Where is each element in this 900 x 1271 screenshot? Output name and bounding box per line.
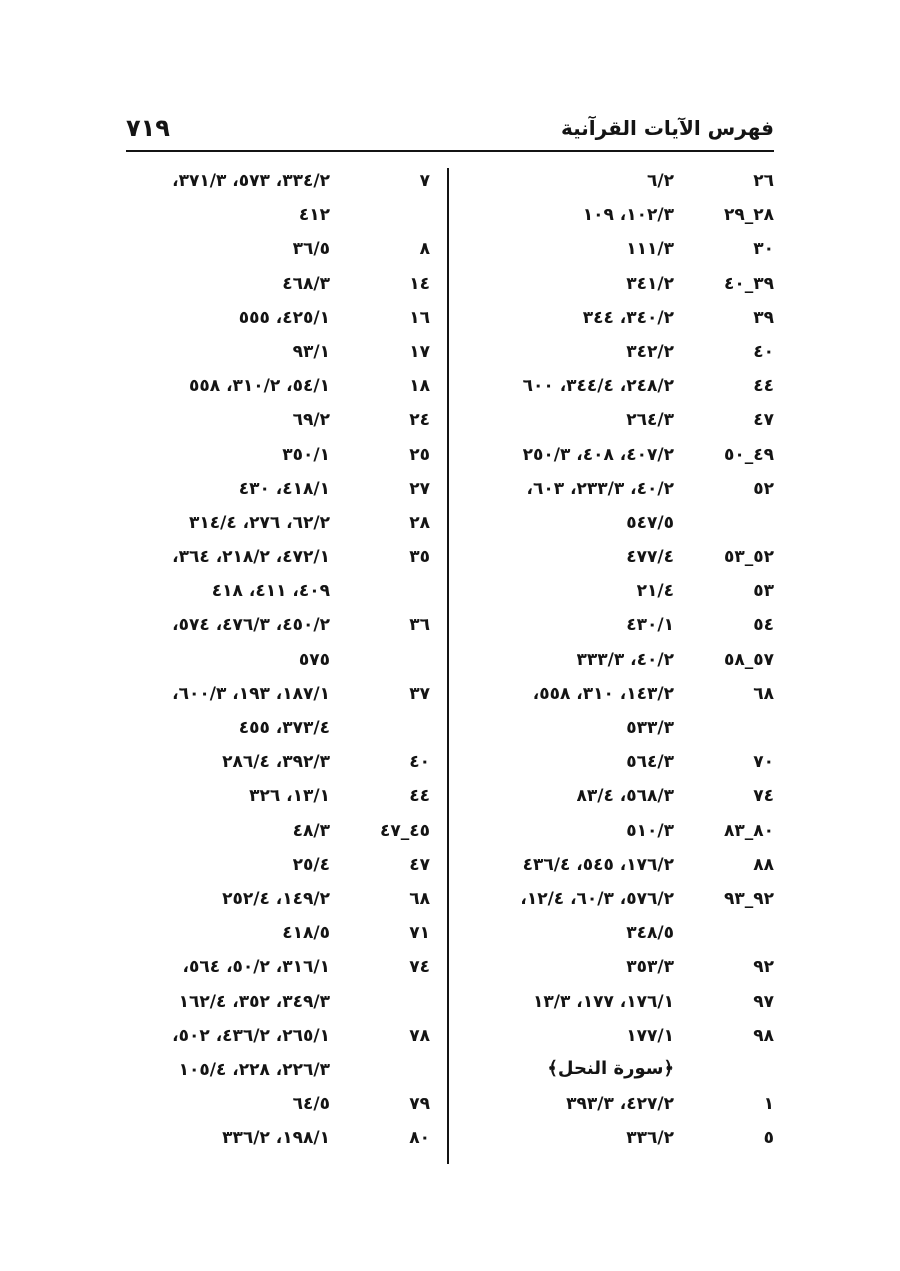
page-references: ٣٩٢/٣، ٢٨٦/٤ xyxy=(222,752,330,773)
page-references: ٥٦٨/٣، ٨٣/٤ xyxy=(576,786,674,807)
verse-number: ٤٠ xyxy=(753,341,774,362)
page-references: ٣٥٣/٣ xyxy=(626,957,674,978)
page-references: ٣٦/٥ xyxy=(292,239,330,260)
index-row xyxy=(126,476,430,510)
index-row xyxy=(126,681,430,715)
index-row xyxy=(470,783,774,817)
verse-number: ٧٠ xyxy=(753,752,774,773)
page-references: ٣٧٣/٤، ٤٥٥ xyxy=(238,718,330,738)
index-row xyxy=(470,920,774,954)
page-references: ١٧٦/١، ١٧٧، ١٣/٣ xyxy=(533,991,674,1012)
index-row xyxy=(470,578,774,612)
page-references: ١٣/١، ٣٢٦ xyxy=(249,786,330,807)
page-references: ٦/٢ xyxy=(647,171,674,191)
page-references: ٥٤٧/٥ xyxy=(626,512,674,533)
verse-number: ٣٧ xyxy=(409,683,430,704)
verse-number: ٤٧ xyxy=(753,410,774,431)
index-row xyxy=(126,852,430,886)
verse-number: ٤٤ xyxy=(409,786,430,807)
index-row xyxy=(126,818,430,852)
index-row xyxy=(126,749,430,783)
verse-number: ٨٨ xyxy=(753,854,774,875)
page-references: ٤٠/٢، ٣٣٣/٣ xyxy=(576,649,674,670)
verse-number: ٩٢ xyxy=(753,957,774,978)
index-row xyxy=(126,1057,430,1091)
verse-number: ٧ xyxy=(419,171,430,191)
page-references: ٣٥٠/١ xyxy=(282,444,330,465)
index-row xyxy=(126,544,430,578)
index-row xyxy=(470,202,774,236)
verse-number: ٥٣ xyxy=(753,581,774,602)
verse-number: ٨٠ xyxy=(409,1128,430,1149)
verse-number: ٨٠_٨٣ xyxy=(723,820,774,841)
page-references: ٥٦٤/٣ xyxy=(626,752,674,773)
page-references: ٤٥٠/٢، ٤٧٦/٣، ٥٧٤، xyxy=(172,615,330,636)
index-row xyxy=(126,168,430,202)
page-references: ٦٢/٢، ٢٧٦، ٣١٤/٤ xyxy=(189,512,330,533)
verse-number: ٣٦ xyxy=(409,615,430,636)
page-references: ٥٧٦/٢، ٦٠/٣، ١٢/٤، xyxy=(520,888,674,909)
verse-number: ٥ xyxy=(763,1128,774,1149)
page-references: ١٤٩/٢، ٢٥٢/٤ xyxy=(222,888,330,909)
verse-number: ٤٤ xyxy=(753,376,774,397)
page-references: ٤٦٨/٣ xyxy=(282,273,330,294)
page-references: ٣٣٤/٢، ٥٧٣، ٣٧١/٣، xyxy=(172,171,330,191)
page-number: ٧١٩ xyxy=(126,114,170,142)
index-row xyxy=(126,578,430,612)
page-references: ٦٤/٥ xyxy=(292,1094,330,1115)
verse-number: ٦٨ xyxy=(753,683,774,704)
index-row xyxy=(470,989,774,1023)
column-divider xyxy=(447,168,449,1164)
index-row xyxy=(470,886,774,920)
verse-number: ٤٩_٥٠ xyxy=(723,444,774,465)
verse-number: ٥٢ xyxy=(753,478,774,499)
index-row xyxy=(470,373,774,407)
page-references: ٤٠٧/٢، ٤٠٨، ٢٥٠/٣ xyxy=(522,444,674,465)
index-row xyxy=(470,168,774,202)
surah-heading-row xyxy=(470,1057,774,1091)
page-references: ٢٦٤/٣ xyxy=(626,410,674,431)
page-references: ٣٤٨/٥ xyxy=(626,923,674,944)
index-row xyxy=(126,236,430,270)
page-references: ٩٣/١ xyxy=(292,341,330,362)
index-row xyxy=(126,1091,430,1125)
header-rule xyxy=(126,150,774,152)
index-row xyxy=(470,1091,774,1125)
page-references: ٤٠٩، ٤١١، ٤١٨ xyxy=(211,581,330,602)
index-row xyxy=(126,1023,430,1057)
index-row xyxy=(126,783,430,817)
verse-number: ٧٤ xyxy=(753,786,774,807)
index-row xyxy=(126,647,430,681)
page-references: ٢٤٨/٢، ٣٤٤/٤، ٦٠٠ xyxy=(522,376,674,397)
index-row xyxy=(126,407,430,441)
page-references: ١١١/٣ xyxy=(626,239,674,260)
index-row xyxy=(126,920,430,954)
verse-number: ٩٨ xyxy=(753,1025,774,1046)
page-references: ١٤٣/٢، ٣١٠، ٥٥٨، xyxy=(532,683,674,704)
page-references: ٤٧٧/٤ xyxy=(626,547,674,568)
verse-number: ٤٠ xyxy=(409,752,430,773)
page-references: ٣٤١/٢ xyxy=(626,273,674,294)
index-row xyxy=(470,749,774,783)
verse-number: ٢٧ xyxy=(409,478,430,499)
verse-number: ٧٤ xyxy=(409,957,430,978)
index-row xyxy=(126,1125,430,1159)
verse-number: ٥٢_٥٣ xyxy=(723,547,774,568)
index-row xyxy=(126,510,430,544)
index-row xyxy=(126,886,430,920)
verse-number: ٤٧ xyxy=(409,854,430,875)
page-references: ١٩٨/١، ٣٣٦/٢ xyxy=(222,1128,330,1149)
index-row xyxy=(126,305,430,339)
page-references: ٤٢٥/١، ٥٥٥ xyxy=(238,307,330,328)
verse-number: ٣٩_٤٠ xyxy=(723,273,774,294)
verse-number: ١٨ xyxy=(409,376,430,397)
surah-heading: ﴿سورة النحل﴾ xyxy=(547,1057,674,1079)
index-row xyxy=(470,510,774,544)
page-references: ٤٧٢/١، ٢١٨/٢، ٣٦٤، xyxy=(172,547,330,568)
verse-number: ٢٨ xyxy=(409,512,430,533)
index-row xyxy=(126,373,430,407)
index-row xyxy=(126,989,430,1023)
page-title: فهرس الآيات القرآنية xyxy=(561,116,774,140)
page-references: ٣٤٢/٢ xyxy=(626,341,674,362)
page-references: ٤١٨/١، ٤٣٠ xyxy=(238,478,330,499)
index-column-right xyxy=(470,168,774,1159)
verse-number: ٩٢_٩٣ xyxy=(723,888,774,909)
index-row xyxy=(126,271,430,305)
page-references: ٣١٦/١، ٥٠/٢، ٥٦٤، xyxy=(182,957,330,978)
index-row xyxy=(126,612,430,646)
index-row xyxy=(126,715,430,749)
verse-number: ٩٧ xyxy=(753,991,774,1012)
page-references: ٤٣٠/١ xyxy=(626,615,674,636)
page-references: ١٧٧/١ xyxy=(626,1025,674,1046)
index-row xyxy=(470,305,774,339)
page-references: ٥٣٣/٣ xyxy=(626,718,674,738)
page-references: ٣٤٩/٣، ٣٥٢، ١٦٢/٤ xyxy=(178,991,330,1012)
page-references: ٢١/٤ xyxy=(636,581,674,602)
index-row xyxy=(470,715,774,749)
page-references: ٣٣٦/٢ xyxy=(626,1128,674,1149)
verse-number: ٤٥_٤٧ xyxy=(379,820,430,841)
verse-number: ٣٠ xyxy=(753,239,774,260)
verse-number: ٦٨ xyxy=(409,888,430,909)
verse-number: ٣٥ xyxy=(409,547,430,568)
index-row xyxy=(470,407,774,441)
page-references: ٢٦٥/١، ٤٣٦/٢، ٥٠٢، xyxy=(172,1025,330,1046)
page-references: ٢٢٦/٣، ٢٢٨، ١٠٥/٤ xyxy=(178,1059,330,1080)
verse-number: ٢٦ xyxy=(753,171,774,191)
index-row xyxy=(126,954,430,988)
page-references: ١٧٦/٢، ٥٤٥، ٤٣٦/٤ xyxy=(522,854,674,875)
verse-number: ٣٩ xyxy=(753,307,774,328)
verse-number: ٥٤ xyxy=(753,615,774,636)
page-references: ٢٥/٤ xyxy=(292,854,330,875)
page-references: ٤٨/٣ xyxy=(292,820,330,841)
index-row xyxy=(470,954,774,988)
index-row xyxy=(126,442,430,476)
page-references: ٤٠/٢، ٢٣٣/٣، ٦٠٣، xyxy=(526,478,674,499)
verse-number: ٢٤ xyxy=(409,410,430,431)
page-references: ٣٤٠/٢، ٣٤٤ xyxy=(582,307,674,328)
index-row xyxy=(470,544,774,578)
index-row xyxy=(470,1023,774,1057)
verse-number: ١٤ xyxy=(409,273,430,294)
index-row xyxy=(470,1125,774,1159)
page-references: ٥١٠/٣ xyxy=(626,820,674,841)
page-references: ١٠٢/٣، ١٠٩ xyxy=(582,205,674,226)
page-references: ٥٧٥ xyxy=(298,649,330,670)
page-references: ٤١٨/٥ xyxy=(282,923,330,944)
page-references: ٤١٢ xyxy=(298,205,330,226)
index-row xyxy=(126,339,430,373)
index-row xyxy=(470,647,774,681)
verse-number: ١٦ xyxy=(409,307,430,328)
index-row xyxy=(470,681,774,715)
index-row xyxy=(470,339,774,373)
index-row xyxy=(126,202,430,236)
verse-number: ٢٥ xyxy=(409,444,430,465)
verse-number: ٧٨ xyxy=(409,1025,430,1046)
index-row xyxy=(470,271,774,305)
verse-number: ٧٩ xyxy=(409,1094,430,1115)
index-column-left xyxy=(126,168,430,1159)
page-references: ٤٢٧/٢، ٣٩٣/٣ xyxy=(566,1094,674,1115)
page-references: ١٨٧/١، ١٩٣، ٦٠٠/٣، xyxy=(172,683,330,704)
page-header xyxy=(126,114,774,150)
page-references: ٥٤/١، ٣١٠/٢، ٥٥٨ xyxy=(189,376,330,397)
verse-number: ١ xyxy=(763,1094,774,1115)
verse-number: ١٧ xyxy=(409,341,430,362)
index-row xyxy=(470,476,774,510)
verse-number: ٥٧_٥٨ xyxy=(723,649,774,670)
verse-number: ٧١ xyxy=(409,923,430,944)
verse-number: ٢٨_٢٩ xyxy=(723,205,774,226)
index-row xyxy=(470,612,774,646)
index-row xyxy=(470,442,774,476)
page-references: ٦٩/٢ xyxy=(292,410,330,431)
index-row xyxy=(470,236,774,270)
verse-number: ٨ xyxy=(419,239,430,260)
index-row xyxy=(470,818,774,852)
index-row xyxy=(470,852,774,886)
